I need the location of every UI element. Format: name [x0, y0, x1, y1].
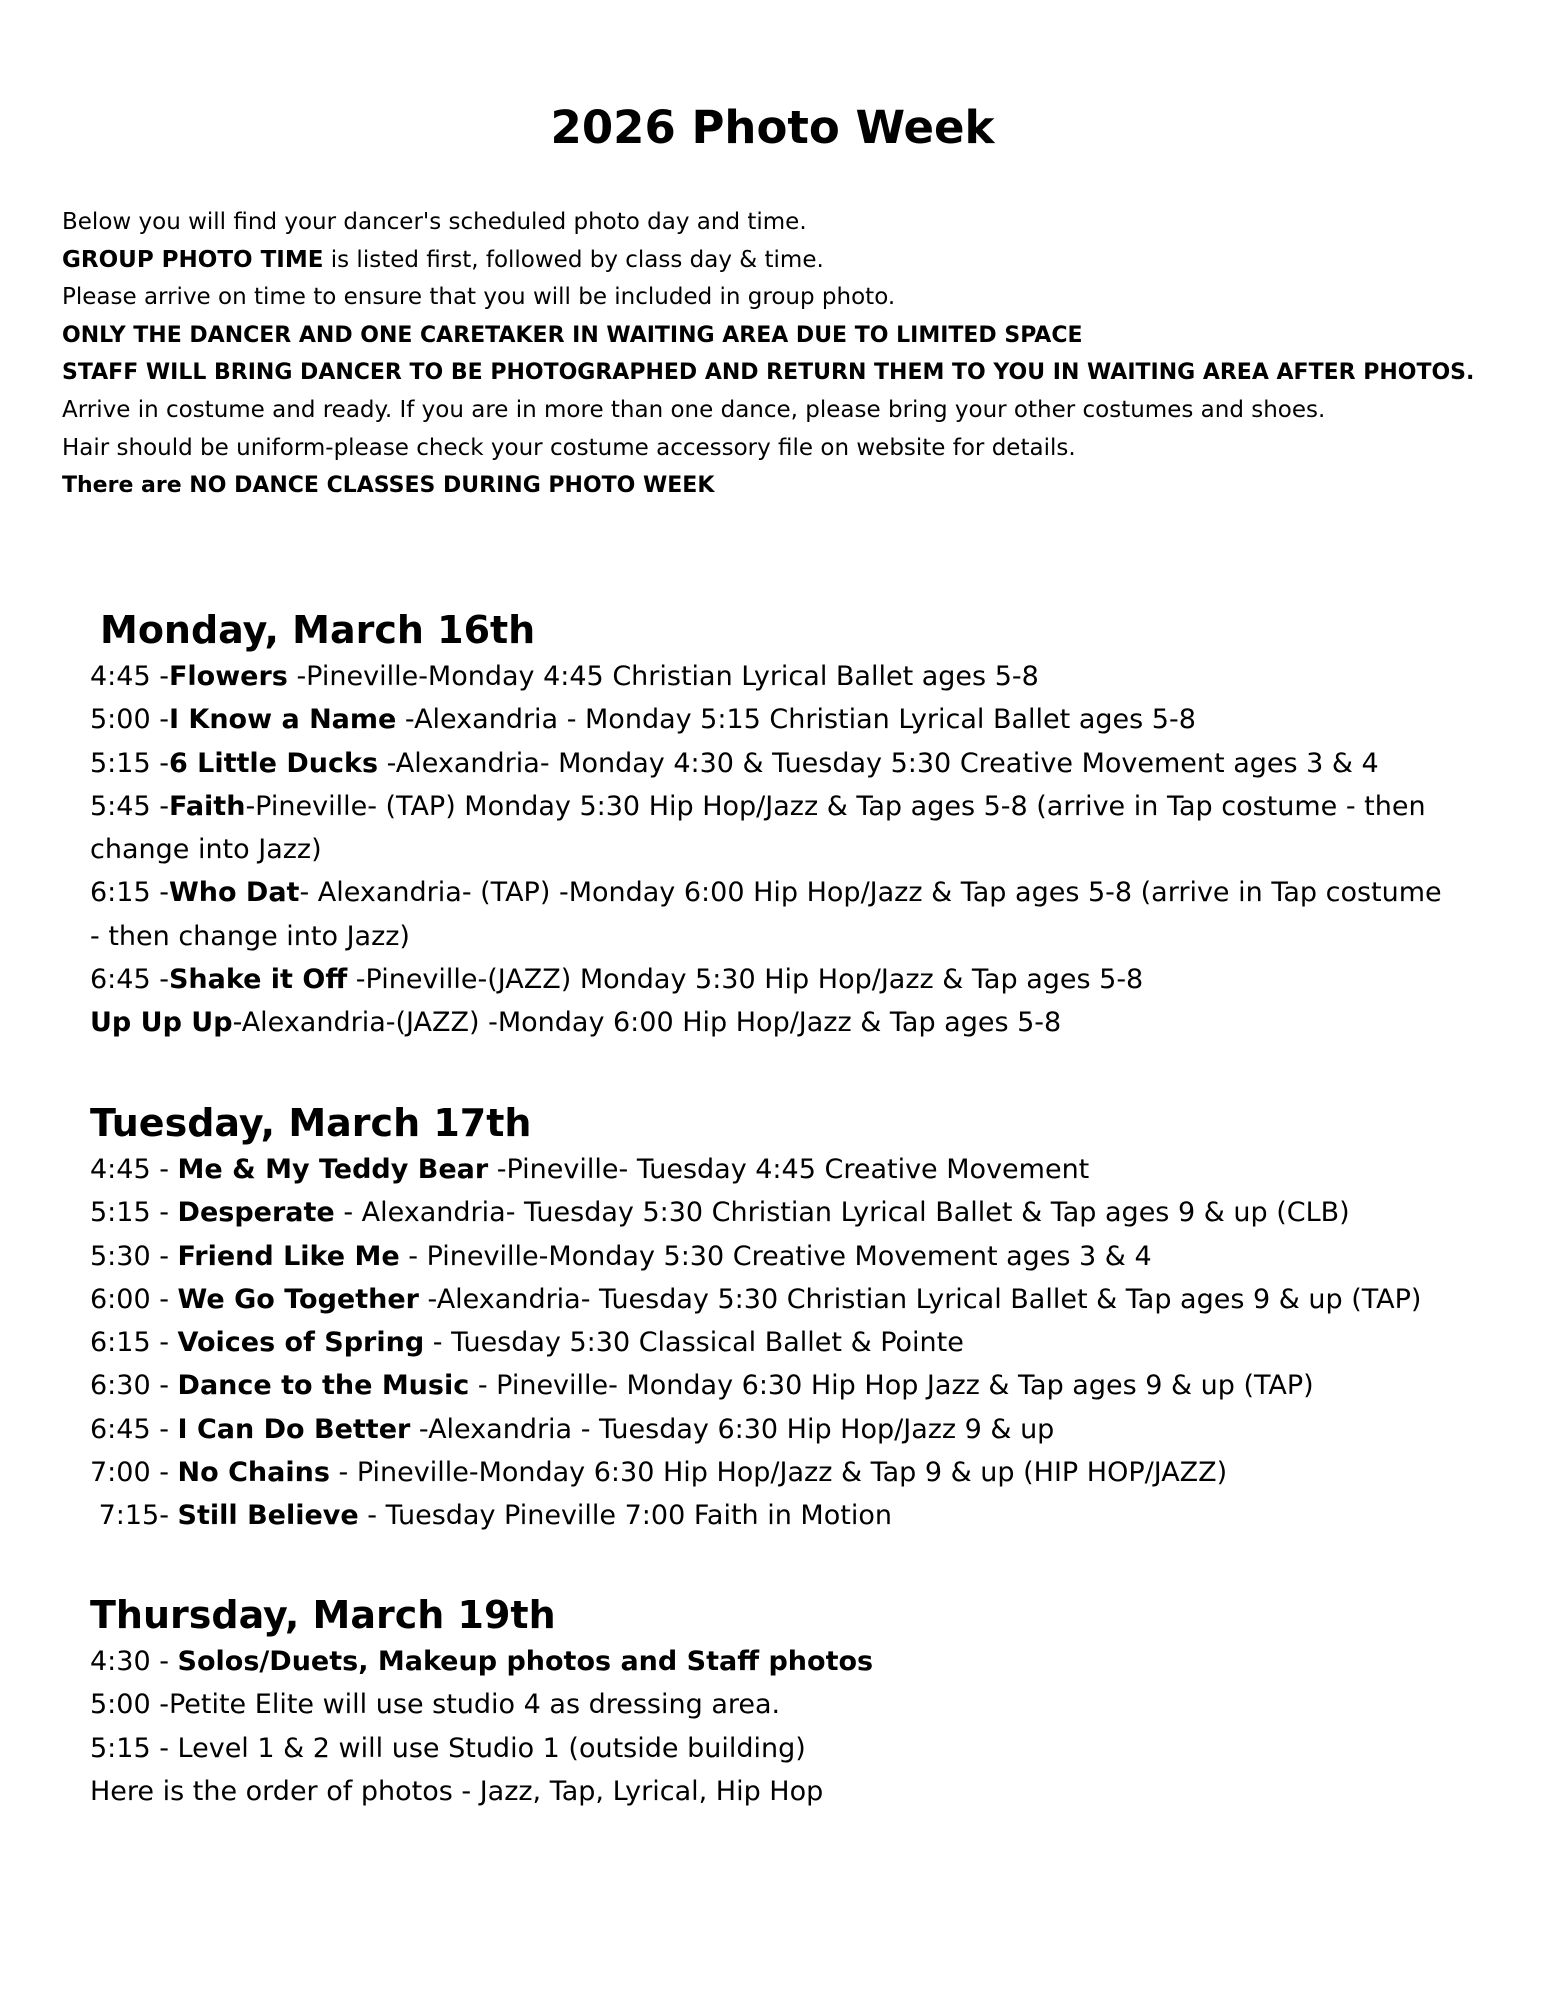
time: 5:15 - [90, 747, 169, 779]
schedule-row: 5:00 -Petite Elite will use studio 4 as dressing area. [90, 1689, 781, 1721]
class-details: -Alexandria- Monday 4:30 & Tuesday 5:30 Creative Movement ages 3 & 4 [378, 747, 1379, 779]
tuesday-heading: Tuesday, March 17th [90, 1101, 532, 1145]
intro-line: Please arrive on time to ensure that you will be included in group photo. [62, 284, 896, 311]
schedule-row [90, 1278, 1490, 1321]
dance-name: Shake it Off [168, 964, 348, 996]
time: 4:45 - [90, 1154, 178, 1185]
dance-name: Desperate [177, 1197, 335, 1229]
schedule-row [90, 1001, 1490, 1044]
schedule-row [90, 785, 1450, 872]
dance-name: Friend Like Me [177, 1240, 400, 1272]
dance-name: Me & My Teddy Bear [177, 1154, 489, 1185]
dance-name: I Know a Name [168, 704, 397, 736]
class-details: - Pineville- Monday 6:30 Hip Hop Jazz & Tap ages 9 & up (TAP) [469, 1370, 1314, 1402]
intro-line: Hair should be uniform-please check your costume accessory file on website for details. [62, 434, 1076, 461]
time: 5:30 - [90, 1240, 178, 1272]
schedule-row [90, 958, 1490, 1001]
schedule-row: 5:15 - Level 1 & 2 will use Studio 1 (outside building) [90, 1732, 806, 1764]
tuesday-section [90, 1098, 1490, 1538]
class-details: -Pineville-(JAZZ) Monday 5:30 Hip Hop/Jazz & Tap ages 5-8 [347, 964, 1144, 996]
schedule-row [90, 1451, 1490, 1494]
dance-name: No Chains [177, 1457, 330, 1489]
intro-text: is listed first, followed by class day & time. [323, 246, 824, 273]
intro-line: Arrive in costume and ready. If you are in more than one dance, please bring your other costumes and shoes. [62, 396, 1326, 423]
schedule-row [90, 1191, 1490, 1234]
class-details: - Pineville-Monday 6:30 Hip Hop/Jazz & Tap 9 & up (HIP HOP/JAZZ) [329, 1457, 1228, 1489]
time: 4:30 - [90, 1646, 178, 1677]
schedule-row [90, 1148, 1490, 1191]
intro-line [62, 242, 1522, 280]
intro-line: Below you will find your dancer's scheduled photo day and time. [62, 209, 807, 235]
class-details: - Alexandria- Tuesday 5:30 Christian Lyrical Ballet & Tap ages 9 & up (CLB) [334, 1197, 1350, 1229]
dance-name: Who Dat [168, 877, 300, 909]
time: 6:30 - [90, 1370, 178, 1402]
intro-notice: ONLY THE DANCER AND ONE CARETAKER IN WAITING AREA DUE TO LIMITED SPACE [62, 322, 1083, 348]
intro-emphasis: GROUP PHOTO TIME [62, 246, 324, 273]
schedule-row [90, 1494, 1490, 1537]
time: 5:45 - [90, 790, 169, 822]
intro-notice [62, 467, 1522, 505]
class-details: - Tuesday Pineville 7:00 Faith in Motion [358, 1500, 892, 1532]
dance-name: Faith [168, 790, 246, 822]
dance-name: We Go Together [177, 1283, 419, 1315]
class-details: -Pineville- (TAP) Monday 5:30 Hip Hop/Jazz & Tap ages 5-8 (arrive in Tap costume - then change into Jazz) [90, 790, 1426, 866]
class-details: -Alexandria- Tuesday 5:30 Christian Lyrical Ballet & Tap ages 9 & up (TAP) [418, 1283, 1422, 1315]
intro-block [62, 204, 1522, 505]
schedule-row [90, 1640, 1490, 1683]
schedule-row: Here is the order of photos - Jazz, Tap, Lyrical, Hip Hop [90, 1775, 824, 1807]
dance-name: Still Believe [177, 1500, 359, 1532]
class-details: -Alexandria - Tuesday 6:30 Hip Hop/Jazz 9 & up [410, 1413, 1055, 1445]
time: 6:15 - [90, 1327, 178, 1359]
schedule-row [90, 1321, 1490, 1364]
dance-name: Solos/Duets, Makeup photos and Staff photos [177, 1646, 874, 1677]
time: 5:00 - [90, 704, 169, 736]
class-details: -Alexandria - Monday 5:15 Christian Lyrical Ballet ages 5-8 [396, 704, 1196, 736]
schedule-row [90, 1408, 1490, 1451]
schedule-row [90, 1235, 1490, 1278]
schedule-row [90, 1364, 1490, 1407]
schedule-row [90, 871, 1450, 958]
time: 5:15 - [90, 1197, 178, 1229]
intro-notice-part: NO DANCE CLASSES DURING PHOTO WEEK [189, 473, 715, 499]
time: 4:45 - [90, 661, 169, 692]
monday-heading: Monday, March 16th [100, 608, 536, 652]
schedule-row [90, 655, 1490, 698]
class-details: - Pineville-Monday 5:30 Creative Movement ages 3 & 4 [399, 1240, 1152, 1272]
dance-name: Voices of Spring [177, 1327, 425, 1359]
schedule-row [90, 698, 1490, 741]
class-details: -Pineville-Monday 4:45 Christian Lyrical Ballet ages 5-8 [287, 661, 1039, 692]
dance-name: I Can Do Better [177, 1413, 411, 1445]
intro-notice-part: There are [62, 473, 190, 499]
class-details: - Alexandria- (TAP) -Monday 6:00 Hip Hop/Jazz & Tap ages 5-8 (arrive in Tap costume - then change into Jazz) [90, 877, 1442, 952]
time: 7:15- [90, 1500, 178, 1532]
class-details: -Alexandria-(JAZZ) -Monday 6:00 Hip Hop/Jazz & Tap ages 5-8 [232, 1007, 1062, 1039]
dance-name: Dance to the Music [177, 1370, 470, 1402]
dance-name: 6 Little Ducks [168, 747, 379, 779]
dance-name: Flowers [168, 661, 288, 692]
intro-notice: STAFF WILL BRING DANCER TO BE PHOTOGRAPHED AND RETURN THEM TO YOU IN WAITING AREA AFTER PHOTOS. [62, 360, 1475, 386]
time: 6:45 - [90, 1413, 178, 1445]
class-details: -Pineville- Tuesday 4:45 Creative Movement [488, 1154, 1090, 1185]
time: 6:45 - [90, 964, 169, 996]
class-details: - Tuesday 5:30 Classical Ballet & Pointe [424, 1327, 964, 1359]
dance-name: Up Up Up [90, 1007, 233, 1039]
time: 6:15 - [90, 877, 169, 909]
page-title: 2026 Photo Week [550, 101, 995, 154]
time: 6:00 - [90, 1283, 178, 1315]
time: 7:00 - [90, 1457, 178, 1489]
thursday-section [90, 1590, 1490, 1813]
schedule-row [90, 742, 1490, 785]
thursday-heading: Thursday, March 19th [90, 1593, 556, 1637]
monday-section [90, 605, 1490, 1045]
